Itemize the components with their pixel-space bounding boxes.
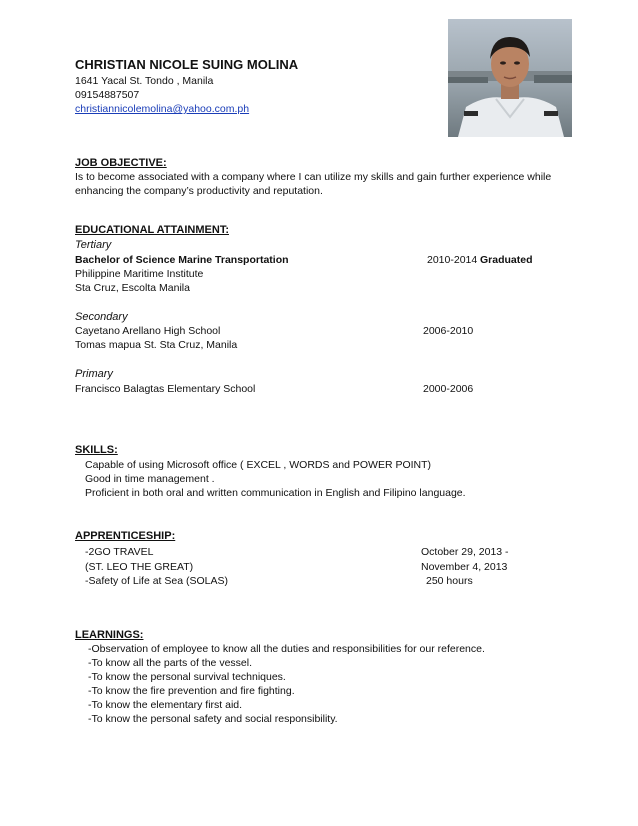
learning-item: -To know all the parts of the vessel. bbox=[88, 657, 252, 669]
tertiary-degree: Bachelor of Science Marine Transportation bbox=[75, 254, 289, 266]
learning-item: -Observation of employee to know all the duties and responsibilities for our reference. bbox=[88, 643, 485, 655]
skill-item: Capable of using Microsoft office ( EXCEL , WORDS and POWER POINT) bbox=[85, 459, 432, 471]
skill-item: Proficient in both oral and written communication in English and Filipino language. bbox=[85, 487, 466, 499]
primary-label: Primary bbox=[75, 368, 113, 380]
education-heading: EDUCATIONAL ATTAINMENT: bbox=[75, 224, 229, 236]
tertiary-label: Tertiary bbox=[75, 239, 112, 251]
primary-school: Francisco Balagtas Elementary School bbox=[75, 383, 256, 395]
apprenticeship-start-date: October 29, 2013 - bbox=[421, 546, 509, 558]
skills-heading: SKILLS: bbox=[75, 444, 118, 456]
secondary-years: 2006-2010 bbox=[423, 325, 474, 337]
learning-item: -To know the personal safety and social responsibility. bbox=[88, 713, 338, 725]
learning-item: -To know the personal survival techniques. bbox=[88, 671, 286, 683]
applicant-name: CHRISTIAN NICOLE SUING MOLINA bbox=[75, 57, 299, 72]
address: 1641 Yacal St. Tondo , Manila bbox=[75, 75, 214, 87]
secondary-label: Secondary bbox=[75, 311, 128, 323]
secondary-school: Cayetano Arellano High School bbox=[75, 325, 221, 337]
email-link[interactable]: christiannicolemolina@yahoo.com.ph bbox=[75, 103, 250, 115]
phone-number: 09154887507 bbox=[75, 89, 140, 101]
objective-heading: JOB OBJECTIVE: bbox=[75, 157, 167, 169]
profile-photo bbox=[448, 19, 572, 137]
apprenticeship-company: -2GO TRAVEL bbox=[85, 546, 154, 558]
tertiary-status: Graduated bbox=[480, 254, 533, 266]
learning-item: -To know the elementary first aid. bbox=[88, 699, 243, 711]
tertiary-location: Sta Cruz, Escolta Manila bbox=[75, 282, 190, 294]
apprenticeship-hours: 250 hours bbox=[426, 575, 473, 587]
secondary-location: Tomas mapua St. Sta Cruz, Manila bbox=[75, 339, 238, 351]
tertiary-years: 2010-2014 bbox=[427, 254, 478, 266]
apprenticeship-vessel: (ST. LEO THE GREAT) bbox=[85, 561, 194, 573]
apprenticeship-end-date: November 4, 2013 bbox=[421, 561, 508, 573]
primary-years: 2000-2006 bbox=[423, 383, 474, 395]
apprenticeship-heading: APPRENTICESHIP: bbox=[75, 530, 176, 542]
learning-item: -To know the fire prevention and fire fighting. bbox=[88, 685, 295, 697]
learnings-heading: LEARNINGS: bbox=[75, 629, 144, 641]
apprenticeship-training: -Safety of Life at Sea (SOLAS) bbox=[85, 575, 228, 587]
tertiary-school: Philippine Maritime Institute bbox=[75, 268, 204, 280]
objective-text: Is to become associated with a company where I can utilize my skills and gain further experience while enhancing the company’s productivity and reputation. bbox=[75, 171, 552, 197]
skill-item: Good in time management . bbox=[85, 473, 215, 485]
